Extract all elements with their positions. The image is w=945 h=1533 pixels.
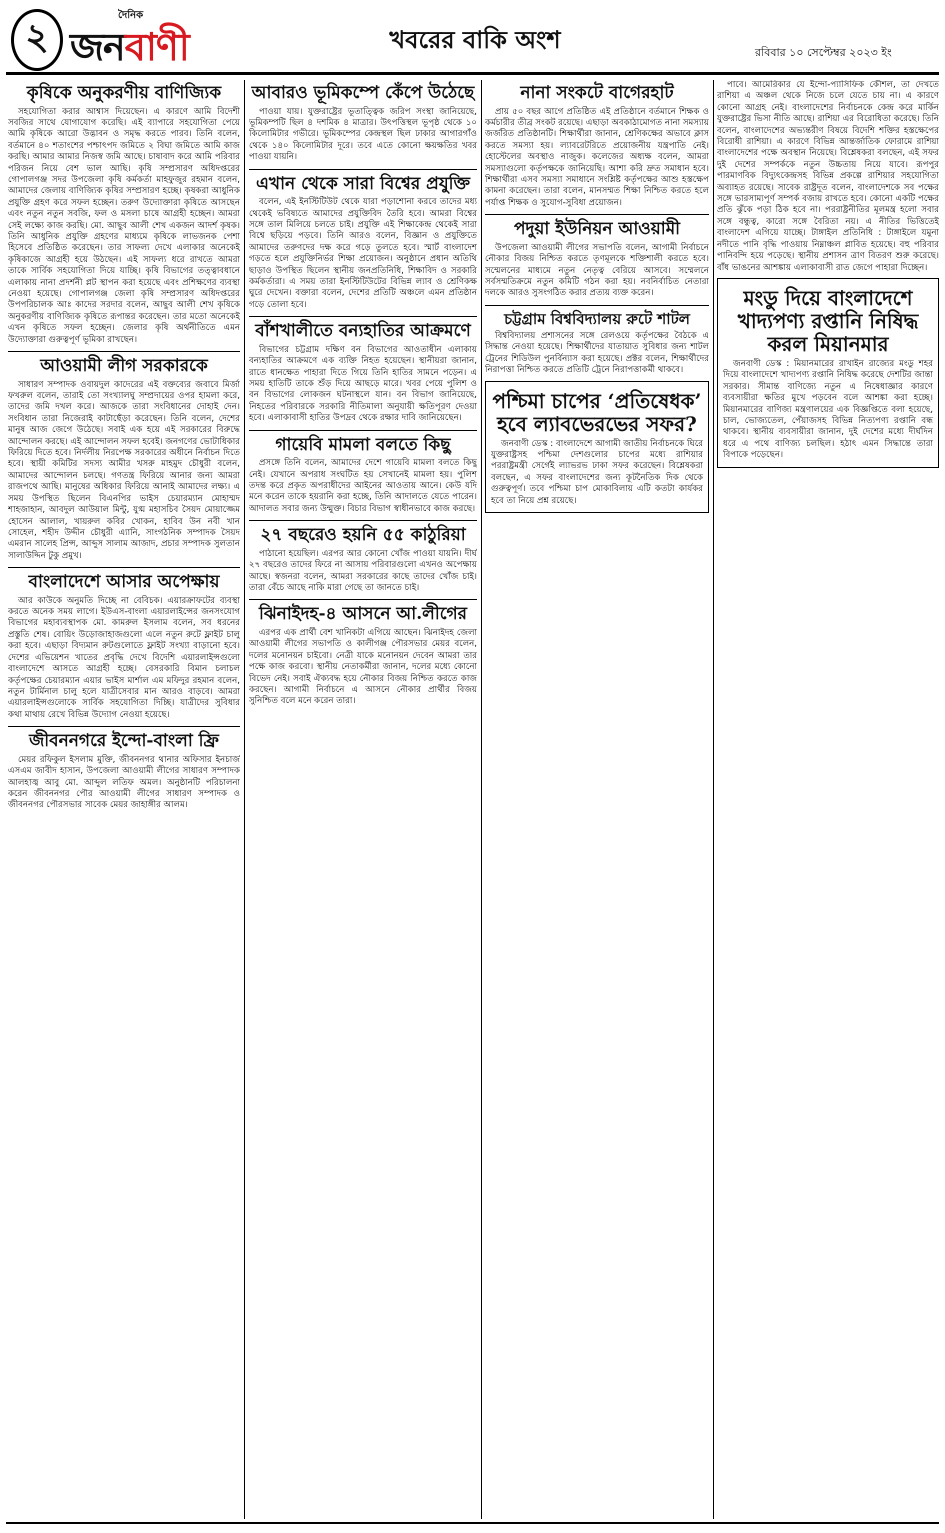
column-3 [485, 80, 709, 1519]
column-4 [717, 80, 939, 1519]
article-bagerhat [485, 84, 709, 209]
headline: পদুয়া ইউনিয়ন আওয়ামী [513, 219, 681, 240]
divider [8, 726, 240, 727]
article-body: সহযোগিতা করার আশ্বাস দিয়েছেন। এ কারণে আমি বিদেশী সবজির সাথে যোগাযোগ করেছি। এই ব্যাপারে সহযোগিতা পেয়ে আমি কৃষিকে আরো উদ্ভাবন ও সমৃদ্ধ করতে পারব। তিনি বলেন, বর্তমানে ৪০ শতাংশের পশ্চাৎপদ জমিতে ২ বিঘা জমিতে আমি কাজ করছি। আমার আমার নিজস্ব জমি আছে। চাষাবাদ করে আমি পরিবার পরিজন নিয়ে বেশ ভাল আছি। কৃষি সম্প্রসারণ অধিদপ্তরের গোপালগঞ্জ সদর উপজেলা কৃষি কর্মকর্তা মাহফুজুর রহমান বলেন, আমাদের জেলায় বাণিজ্যিক কৃষির সম্প্রসারণ হচ্ছে। কৃষকরা আধুনিক প্রযুক্তি গ্রহণ করে সফল হচ্ছেন। তরুণ উদ্যোক্তারা কৃষিতে আসছেন এবং নতুন নতুন সবজি, ফল ও মসলা চাষে আগ্রহী হচ্ছেন। আমরা সেই লক্ষ্যে কাজ করছি। মো. আছুব আলী শেখ একজন আদর্শ কৃষক। তিনি আধুনিক প্রযুক্তি গ্রহণের মাধ্যমে কৃষিকে লাভজনক পেশা হিসেবে প্রতিষ্ঠিত করেছেন। তার সাফল্য দেখে এলাকার অনেকেই কৃষিকাজে আগ্রহী হয়ে উঠছেন। এই সাফল্য ধরে রাখতে আমরা তাকে সার্বিক সহযোগিতা দিয়ে যাচ্ছি। কৃষি বিভাগের তত্ত্বাবধানে এলাকায় নানা প্রদর্শনী প্লট স্থাপন করা হয়েছে এবং প্রশিক্ষণের ব্যবস্থা নেওয়া হয়েছে। গোপালগঞ্জ জেলা কৃষি সম্প্রসারণ অধিদপ্তরের উপপরিচালক আঃ কাদের সরদার বলেন, আছুব আলী শেখ কৃষিকে অনুকরণীয় বাণিজ্যিক কৃষিতে রূপান্তর করেছেন। তার মতো অনেকেই এখন কৃষিতে সফল হচ্ছেন। জেলার কৃষি অর্থনীতিতে এমন উদ্যোক্তারা গুরুত্বপূর্ণ ভূমিকা রাখছেন। [8, 106, 240, 345]
article-earthquake [249, 84, 477, 164]
article-body: জনবাণী ডেস্ক : মিয়ানমারের রাখাইন রাজ্যের মংডু শহর দিয়ে বাংলাদেশে খাদ্যপণ্য রপ্তানি নিষিদ্ধ করেছে দেশটির জান্তা সরকার। সীমান্ত বাণিজ্যে নতুন এ নিষেধাজ্ঞার কারণে ব্যবসায়ীরা ক্ষতির মুখে পড়বেন বলে আশঙ্কা করা হচ্ছে। মিয়ানমারের বাণিজ্য মন্ত্রণালয়ের এক বিজ্ঞপ্তিতে বলা হয়েছে, চাল, ভোজ্যতেল, পেঁয়াজসহ বিভিন্ন নিত্যপণ্য রপ্তানি বন্ধ থাকবে। স্থানীয় ব্যবসায়ীরা জানান, দুই দেশের মধ্যে দীর্ঘদিন ধরে এ পথে বাণিজ্য চলছিল। হঠাৎ এমন সিদ্ধান্তে তারা বিপাকে পড়েছেন। [723, 358, 933, 461]
headline: ২৭ বছরেও হয়নি ৫৫ কাঠুরিয়া [260, 525, 466, 546]
article-awami-league [8, 357, 240, 562]
headline: বাংলাদেশে আসার অপেক্ষায় [28, 572, 220, 593]
section-heading: খবরের বাকি অংশ [389, 25, 561, 54]
headline: পশ্চিমা চাপের ‘প্রতিষেধক’ হবে ল্যাবভেরভের সফর? [492, 388, 702, 436]
logo-right: বাণী [124, 24, 189, 69]
column-divider [713, 80, 714, 1519]
article-jhenaidah [249, 605, 477, 707]
divider [249, 520, 477, 521]
article-technology [249, 175, 477, 312]
article-padua [485, 220, 709, 300]
article-body: মেয়র রফিকুল ইসলাম মুক্তি, জীবননগর থানার অফিসার ইনচার্জ এসএম জাবীদ হাসান, উপজেলা আওয়ামী লীগের সাধারণ সম্পাদক আলহাজ্ব আবু মো. আব্দুল লতিফ অমল। অনুষ্ঠানটি পরিচালনা করেন জীবননগর পৌর আওয়ামী লীগের সাধারণ সম্পাদক ও জীবননগর পৌরসভার সাবেক মেয়র জাহাঙ্গীর আলম। [8, 754, 240, 811]
article-body: পাওয়া যায়। যুক্তরাষ্ট্রের ভূতাত্ত্বিক জরিপ সংস্থা জানিয়েছে, ভূমিকম্পটি ছিল ৪ দশমিক ৪ মাত্রার। উৎপত্তিস্থল ভূপৃষ্ঠ থেকে ১০ কিলোমিটার গভীরে। ভূমিকম্পের কেন্দ্রস্থল ছিল ঢাকার আগারগাঁও থেকে ১৪০ কিলোমিটার দূরে। তবে এতে কোনো ক্ষয়ক্ষতির খবর পাওয়া যায়নি। [249, 106, 477, 163]
article-shuttle-train [485, 311, 709, 377]
headline: কৃষিকে অনুকরণীয় বাণিজ্যিক [26, 83, 222, 103]
article-body: পাঠানো হয়েছিল। এরপর আর কোনো খোঁজ পাওয়া যায়নি। দীর্ঘ ২৭ বছরেও তাদের ফিরে না আসায় পরিবারগুলো এখনও অপেক্ষায় আছে। স্বজনরা বলেন, আমরা সরকারের কাছে তাদের খোঁজ চাই। তারা বেঁচে আছে নাকি মারা গেছে তা জানতে চাই। [249, 548, 477, 593]
divider [485, 214, 709, 215]
divider [249, 169, 477, 170]
headline: গায়েবি মামলা বলতে কিছু [275, 434, 451, 455]
article-body: প্রসঙ্গে তিনি বলেন, আমাদের দেশে গায়েবি মামলা বলতে কিছু নেই। যেখানে অপরাধ সংঘটিত হয় সেখানেই মামলা হয়। পুলিশ তদন্ত করে প্রকৃত অপরাধীদের আইনের আওতায় আনে। কেউ যদি মনে করেন তাকে হয়রানি করা হচ্ছে, তিনি আদালতে যেতে পারেন। আদালত সবার জন্য উন্মুক্ত। বিচার বিভাগ স্বাধীনভাবে কাজ করছে। [249, 458, 477, 514]
column-divider [481, 80, 482, 1519]
article-krishi [8, 84, 240, 346]
headline: নানা সংকটে বাগেরহাট [520, 83, 674, 103]
article-body: বিশ্ববিদ্যালয় প্রশাসনের সঙ্গে রেলওয়ে কর্তৃপক্ষের বৈঠকে এ সিদ্ধান্ত নেওয়া হয়েছে। শিক্ষার্থীদের যাতায়াত সুবিধার জন্য শাটল ট্রেনের শিডিউল পুনর্বিন্যাস করা হয়েছে। প্রক্টর বলেন, শিক্ষার্থীদের নিরাপত্তা নিশ্চিত করতে প্রতিটি ট্রেনে নিরাপত্তাকর্মী থাকবে। [485, 331, 709, 376]
column-2 [249, 80, 477, 1519]
headline: জীবননগরে ইন্দো-বাংলা ফ্রি [29, 731, 219, 752]
headline: বাঁশখালীতে বন্যহাতির আক্রমণে [255, 321, 471, 342]
bottom-rule [6, 1522, 939, 1524]
divider [249, 599, 477, 600]
headline: ঝিনাইদহ-৪ আসনে আ.লীগের [258, 604, 468, 625]
article-jibannagar [8, 732, 240, 812]
article-body: জনবাণী ডেস্ক : বাংলাদেশে আগামী জাতীয় নির্বাচনকে ঘিরে যুক্তরাষ্ট্রসহ পশ্চিমা দেশগুলোর চাপের মধ্যে রাশিয়ার পররাষ্ট্রমন্ত্রী সের্গেই ল্যাভরভ ঢাকা সফর করেছেন। বিশ্লেষকরা বলছেন, এ সফর বাংলাদেশের জন্য কূটনৈতিক দিক থেকে গুরুত্বপূর্ণ। তবে পশ্চিমা চাপ মোকাবিলায় এটি কতটা কার্যকর হবে তা নিয়ে প্রশ্ন রয়েছে। [491, 438, 703, 506]
divider [8, 567, 240, 568]
article-elephant-attack [249, 322, 477, 424]
article-body: বিভাগের চট্টগ্রাম দক্ষিণ বন বিভাগের আওতাধীন এলাকায় বন্যহাতির আক্রমণে এক ব্যক্তি নিহত হয়েছেন। স্থানীয়রা জানান, রাতে ধানক্ষেত পাহারা দিতে গিয়ে তিনি হাতির সামনে পড়েন। এ সময় হাতিটি তাকে শুঁড় দিয়ে আছড়ে মারে। খবর পেয়ে পুলিশ ও বন বিভাগের লোকজন ঘটনাস্থলে যান। বন বিভাগ জানিয়েছে, নিহতের পরিবারকে সরকারি নীতিমালা অনুযায়ী ক্ষতিপূরণ দেওয়া হবে। এলাকাবাসী হাতির উপদ্রব থেকে রক্ষার দাবি জানিয়েছেন। [249, 344, 477, 424]
headline: চট্টগ্রাম বিশ্ববিদ্যালয় রুটে শাটল [504, 309, 690, 328]
top-rule [6, 72, 939, 75]
article-body: প্রায় ৫০ বছর আগে প্রতিষ্ঠিত এই প্রতিষ্ঠানে বর্তমানে শিক্ষক ও কর্মচারীর তীব্র সংকট রয়েছে। এছাড়া অবকাঠামোগত নানা সমস্যায় জর্জরিত প্রতিষ্ঠানটি। শিক্ষার্থীরা জানান, শ্রেণিকক্ষের অভাবে ক্লাস করতে সমস্যা হয়। ল্যাবরেটরিতে প্রয়োজনীয় যন্ত্রপাতি নেই। হোস্টেলের অবস্থাও নাজুক। কলেজের অধ্যক্ষ বলেন, আমরা সমস্যাগুলো কর্তৃপক্ষকে জানিয়েছি। আশা করি দ্রুত সমাধান হবে। শিক্ষার্থীরা এসব সমস্যা সমাধানে সংশ্লিষ্ট কর্তৃপক্ষের আশু হস্তক্ষেপ কামনা করেছেন। তারা বলেন, মানসম্মত শিক্ষা নিশ্চিত করতে হলে পর্যাপ্ত শিক্ষক ও সুযোগ-সুবিধা প্রয়োজন। [485, 106, 709, 208]
article-body: এরপর এক প্রার্থী বেশ খানিকটা এগিয়ে আছেন। ঝিনাইদহ জেলা আওয়ামী লীগের সভাপতি ও কালীগঞ্জ পৌরসভার মেয়র বলেন, দলের মনোনয়ন চাইবো। নেত্রী যাকে মনোনয়ন দেবেন আমরা তার পক্ষে কাজ করবো। স্থানীয় নেতাকর্মীরা জানান, দলের মধ্যে কোনো বিভেদ নেই। সবাই ঐক্যবদ্ধ হয়ে নৌকার বিজয় নিশ্চিত করতে কাজ করছেন। আগামী নির্বাচনে এ আসনে নৌকার প্রার্থীর বিজয় সুনিশ্চিত বলে মনে করেন তারা। [249, 627, 477, 707]
article-lavrov-box [485, 381, 709, 513]
article-body: উপজেলা আওয়ামী লীগের সভাপতি বলেন, আগামী নির্বাচনে নৌকার বিজয় নিশ্চিত করতে তৃণমূলকে শক্তিশালী করতে হবে। সম্মেলনের মাধ্যমে নতুন নেতৃত্ব বেরিয়ে আসবে। সম্মেলনে সর্বসম্মতিক্রমে নতুন কমিটি গঠন করা হয়। নবনির্বাচিত নেতারা দলকে আরও সুসংগঠিত করার প্রত্যয় ব্যক্ত করেন। [485, 242, 709, 299]
masthead [0, 0, 945, 76]
divider [249, 316, 477, 317]
article-body: বলেন, এই ইনস্টিটিউট থেকে যারা পড়াশোনা করবে তাদের মধ্য থেকেই ভবিষ্যতে আমাদের প্রযুক্তিবিদ তৈরি হবে। আমরা বিশ্বের সঙ্গে তাল মিলিয়ে চলতে চাই। প্রযুক্তি এই শিক্ষাকেন্দ্র থেকেই সারা বিশ্বে ছড়িয়ে পড়বে। তিনি আরও বলেন, বিজ্ঞান ও প্রযুক্তিতে আমাদের তরুণদের দক্ষ করে গড়ে তুলতে হবে। স্মার্ট বাংলাদেশ গড়তে হলে প্রযুক্তিনির্ভর শিক্ষা প্রয়োজন। অনুষ্ঠানে প্রধান অতিথি ছাড়াও উপস্থিত ছিলেন স্থানীয় জনপ্রতিনিধি, শিক্ষাবিদ ও সরকারি কর্মকর্তারা। এ সময় তারা ইনস্টিটিউটের বিভিন্ন ল্যাব ও শ্রেণিকক্ষ ঘুরে দেখেন। বক্তারা বলেন, দেশের প্রতিটি অঞ্চলে এমন প্রতিষ্ঠান গড়ে তোলা হবে। [249, 197, 477, 310]
divider [249, 430, 477, 431]
newspaper-logo [70, 10, 230, 69]
article-body: সাধারণ সম্পাদক ওবায়দুল কাদেরের এই বক্তব্যের জবাবে মির্জা ফখরুল বলেন, তারাই তো সংখ্যালঘু সম্প্রদায়ের ওপর হামলা করে, তাদের জমি দখল করে। আজকে তারা সংবিধানের দোহাই দেন। সংবিধান তারা নিজেরাই কাটাছেঁড়া করেছেন। তিনি বলেন, দেশের মানুষ আজ জেগে উঠেছে। সবাই এক হয়ে এই সরকারের বিরুদ্ধে আন্দোলন করছে। এই আন্দোলন সফল হবেই। জনগণের ভোটাধিকার ফিরিয়ে দিতে হবে। নির্দলীয় নিরপেক্ষ সরকারের অধীনে নির্বাচন দিতে হবে। স্থায়ী কমিটির সদস্য আমীর খসরু মাহমুদ চৌধুরী বলেন, আমাদের আন্দোলন চলছে। গণতন্ত্র ফিরিয়ে আনার জন্য আমরা রাজপথে আছি। মানুষের অধিকার ফিরিয়ে আনাই আমাদের লক্ষ্য। এ সময় উপস্থিত ছিলেন বিএনপির ভাইস চেয়ারম্যান মোহাম্মদ শাহজাহান, আবদুল আউয়াল মিন্টু, যুগ্ম মহাসচিব সৈয়দ মোয়াজ্জেম হোসেন আলাল, খায়রুল কবির খোকন, হাবিব উন নবী খান সোহেল, শহীদ উদ্দীন চৌধুরী এ্যানি, সাংগঠনিক সম্পাদক সৈয়দ এমরান সালেহ প্রিন্স, আব্দুস সালাম আজাদ, প্রচার সম্পাদক সুলতান সালাউদ্দিন টুকু প্রমুখ। [8, 379, 240, 561]
article-bangladesh-waiting [8, 573, 240, 721]
article-body: আর কাউকে অনুমতি দিচ্ছে না বেবিচক। এয়ারক্রাফটের ব্যবস্থা করতে অনেক সময় লাগে। ইউএস-বাংলা এয়ারলাইন্সের জনসংযোগ বিভাগের মহাব্যবস্থাপক মো. কামরুল ইসলাম বলেন, সব ধরনের প্রস্তুতি শেষ। বোয়িং উড়োজাহাজগুলো এলে নতুন রুটে ফ্লাইট চালু করা হবে। এছাড়া বিদ্যমান রুটগুলোতে ফ্লাইট সংখ্যা বাড়ানো হবে। দেশের এভিয়েশন খাতের প্রবৃদ্ধি দেখে বিদেশি এয়ারলাইন্সগুলো বাংলাদেশে আসতে আগ্রহী হচ্ছে। বেসরকারি বিমান চলাচল কর্তৃপক্ষের চেয়ারম্যান এয়ার ভাইস মার্শাল এম মফিদুর রহমান বলেন, নতুন টার্মিনাল চালু হলে যাত্রীসেবার মান আরও বাড়বে। আমরা এয়ারলাইন্সগুলোকে সার্বিক সহযোগিতা দিচ্ছি। যাত্রীদের সুবিধার কথা মাথায় রেখে বিভিন্ন উদ্যোগ নেওয়া হয়েছে। [8, 595, 240, 720]
divider [8, 351, 240, 352]
column-divider [244, 80, 245, 1519]
headline: আবারও ভূমিকম্পে কেঁপে উঠেছে [251, 83, 475, 103]
headline: মংডু দিয়ে বাংলাদেশে খাদ্যপণ্য রপ্তানি নিষিদ্ধ করল মিয়ানমার [737, 285, 919, 356]
headline: এখান থেকে সারা বিশ্বের প্রযুক্তি [256, 173, 470, 194]
article-body: পাবে। আমেরিকার যে ইন্দো-প্যাসিফিক কৌশল, তা দেখতে রাশিয়া এ অঞ্চল থেকে নিজে চলে যেতে চায় না। এ কারণে কোনো আগ্রহ নেই। বাংলাদেশের নির্বাচনকে কেন্দ্র করে মার্কিন যুক্তরাষ্ট্রের ভিসা নীতি আছে। রাশিয়া এর বিরোধিতা করেছে। তিনি বলেন, বাংলাদেশের অভ্যন্তরীণ বিষয়ে বিদেশি শক্তির হস্তক্ষেপের বিরোধী রাশিয়া। এ কারণে বিভিন্ন আন্তর্জাতিক ফোরামে রাশিয়া বাংলাদেশের পক্ষে অবস্থান নিয়েছে। বিশ্লেষকরা বলছেন, এই সফর দুই দেশের সম্পর্ককে নতুন উচ্চতায় নিয়ে যাবে। রূপপুর পারমাণবিক বিদ্যুৎকেন্দ্রসহ বিভিন্ন প্রকল্পে রাশিয়ার সহযোগিতা অব্যাহত রয়েছে। সাবেক রাষ্ট্রদূত বলেন, বাংলাদেশকে সব পক্ষের সঙ্গে ভারসাম্যপূর্ণ সম্পর্ক বজায় রাখতে হবে। কোনো একটি পক্ষের প্রতি ঝুঁকে পড়া ঠিক হবে না। পররাষ্ট্রনীতির মূলমন্ত্র হলো সবার সঙ্গে বন্ধুত্ব, কারো সঙ্গে বৈরিতা নয়। এ নীতির ভিত্তিতেই বাংলাদেশ এগিয়ে যাচ্ছে। টাঙ্গাইল প্রতিনিধি : টাঙ্গাইলে যমুনা নদীতে পানি বৃদ্ধি পাওয়ায় নিম্নাঞ্চল প্লাবিত হয়েছে। বহু পরিবার পানিবন্দি হয়ে পড়েছে। স্থানীয় প্রশাসন ত্রাণ বিতরণ শুরু করেছে। বাঁধ ভাঙনের আশঙ্কায় এলাকাবাসী রাত জেগে পাহারা দিচ্ছেন। [717, 80, 939, 273]
page-number: ২ [11, 9, 63, 71]
article-woodcutters [249, 526, 477, 594]
article-continuation [717, 80, 939, 274]
logo-daily: দৈনিক [118, 10, 144, 21]
column-1 [8, 80, 240, 1519]
issue-date: রবিবার ১০ সেপ্টেম্বর ২০২৩ ইং [755, 46, 892, 59]
logo-left: জন [70, 24, 125, 69]
article-myanmar-box [717, 278, 939, 468]
article-ghost-case [249, 436, 477, 516]
headline: আওয়ামী লীগ সরকারকে [40, 356, 208, 377]
divider [485, 305, 709, 306]
